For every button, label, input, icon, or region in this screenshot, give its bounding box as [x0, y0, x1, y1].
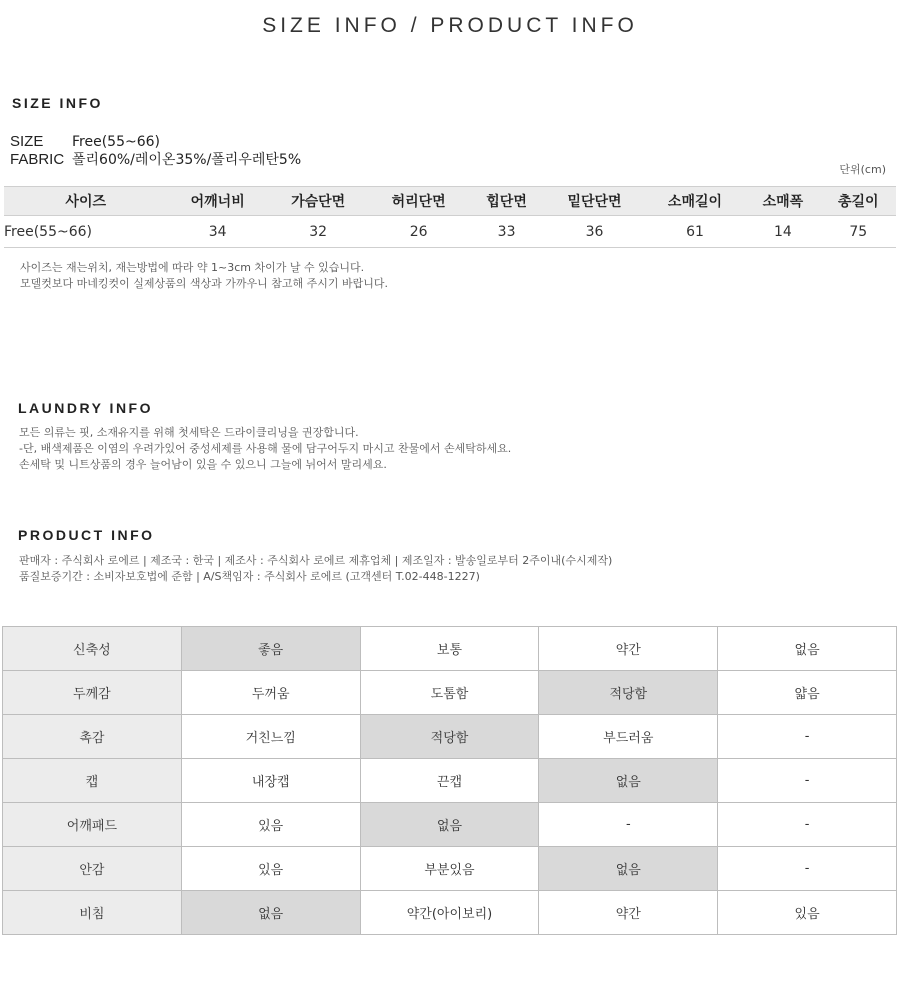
table-row: [4, 216, 896, 248]
table-row: [3, 759, 897, 803]
fabric-value: 폴리60%/레이온35%/폴리우레탄5%: [72, 152, 302, 168]
table-row: [3, 715, 897, 759]
table-row: [3, 671, 897, 715]
product-info-title: PRODUCT INFO: [18, 527, 155, 543]
feature-label: 안감: [3, 847, 182, 891]
size-header-cell: 힙단면: [469, 187, 544, 216]
feature-option: 있음: [181, 847, 360, 891]
laundry-line: 모든 의류는 핏, 소재유지를 위해 첫세탁은 드라이클리닝을 권장합니다.: [19, 426, 359, 439]
feature-option-selected: 적당함: [539, 671, 718, 715]
feature-label: 신축성: [3, 627, 182, 671]
size-cell: 33: [469, 216, 544, 248]
laundry-line: 손세탁 및 니트상품의 경우 늘어남이 있을 수 있으니 그늘에 뉘어서 말리세요.: [19, 458, 387, 471]
feature-option: 있음: [718, 891, 897, 935]
feature-label: 어깨패드: [3, 803, 182, 847]
fabric-spec-row: [10, 149, 301, 169]
table-row: [3, 803, 897, 847]
table-row: [3, 847, 897, 891]
feature-option: -: [718, 715, 897, 759]
size-info-title: SIZE INFO: [12, 95, 103, 111]
feature-table: [2, 626, 897, 935]
size-cell: Free(55~66): [4, 216, 167, 248]
table-row: [3, 891, 897, 935]
size-cell: 26: [368, 216, 468, 248]
laundry-line: -단, 배색제품은 이염의 우려가있어 중성세제를 사용해 물에 담구어두지 마시고 찬물에서 손세탁하세요.: [19, 442, 512, 455]
feature-option: 부드러움: [539, 715, 718, 759]
size-cell: 36: [544, 216, 644, 248]
size-table: [4, 186, 896, 248]
size-table-header: [4, 187, 896, 216]
page-title: SIZE INFO / PRODUCT INFO: [262, 14, 638, 37]
size-header-cell: 어깨너비: [167, 187, 267, 216]
feature-option: 없음: [718, 627, 897, 671]
laundry-notes: [19, 425, 511, 473]
size-header-cell: 밑단단면: [544, 187, 644, 216]
size-header-cell: 사이즈: [4, 187, 167, 216]
size-header-cell: 소매길이: [645, 187, 745, 216]
feature-option: 있음: [181, 803, 360, 847]
feature-option: -: [718, 759, 897, 803]
feature-option-selected: 적당함: [360, 715, 539, 759]
feature-option-selected: 없음: [181, 891, 360, 935]
feature-option: 두꺼움: [181, 671, 360, 715]
feature-label: 촉감: [3, 715, 182, 759]
feature-label: 캡: [3, 759, 182, 803]
feature-option-selected: 좋음: [181, 627, 360, 671]
feature-option: 거친느낌: [181, 715, 360, 759]
size-cell: 75: [821, 216, 896, 248]
size-cell: 34: [167, 216, 267, 248]
size-value: Free(55~66): [72, 134, 160, 150]
size-label: SIZE: [10, 133, 44, 150]
feature-option: -: [539, 803, 718, 847]
size-note: 모델컷보다 마네킹컷이 실제상품의 색상과 가까우니 참고해 주시기 바랍니다.: [20, 277, 389, 290]
feature-option: 내장캡: [181, 759, 360, 803]
feature-option: 도톰함: [360, 671, 539, 715]
feature-option: 약간(아이보리): [360, 891, 539, 935]
unit-label: 단위(cm): [839, 163, 886, 176]
size-cell: 32: [268, 216, 368, 248]
table-row: [3, 627, 897, 671]
product-line: 품질보증기간 : 소비자보호법에 준함 | A/S책임자 : 주식회사 로에르 (고객센터 T.02-448-1227): [19, 570, 480, 583]
feature-option: -: [718, 847, 897, 891]
laundry-info-title: LAUNDRY INFO: [18, 400, 153, 416]
fabric-label: FABRIC: [10, 151, 65, 168]
feature-label: 비침: [3, 891, 182, 935]
feature-option: 약간: [539, 891, 718, 935]
size-notes: [20, 260, 388, 292]
feature-option-selected: 없음: [539, 847, 718, 891]
feature-option-selected: 없음: [360, 803, 539, 847]
feature-label: 두께감: [3, 671, 182, 715]
size-header-cell: 가슴단면: [268, 187, 368, 216]
feature-option: -: [718, 803, 897, 847]
size-header-cell: 소매폭: [745, 187, 820, 216]
feature-option: 약간: [539, 627, 718, 671]
size-spec-row: [10, 133, 160, 150]
product-notes: [19, 553, 612, 585]
feature-option: 끈캡: [360, 759, 539, 803]
feature-option: 부분있음: [360, 847, 539, 891]
feature-option: 보통: [360, 627, 539, 671]
product-line: 판매자 : 주식회사 로에르 | 제조국 : 한국 | 제조사 : 주식회사 로에르 제휴업체 | 제조일자 : 발송일로부터 2주이내(수시제작): [19, 554, 613, 567]
size-header-cell: 총길이: [821, 187, 896, 216]
size-cell: 14: [745, 216, 820, 248]
feature-option-selected: 없음: [539, 759, 718, 803]
size-header-cell: 허리단면: [368, 187, 468, 216]
size-cell: 61: [645, 216, 745, 248]
feature-option: 얇음: [718, 671, 897, 715]
size-note: 사이즈는 재는위치, 재는방법에 따라 약 1~3cm 차이가 날 수 있습니다.: [20, 261, 365, 274]
